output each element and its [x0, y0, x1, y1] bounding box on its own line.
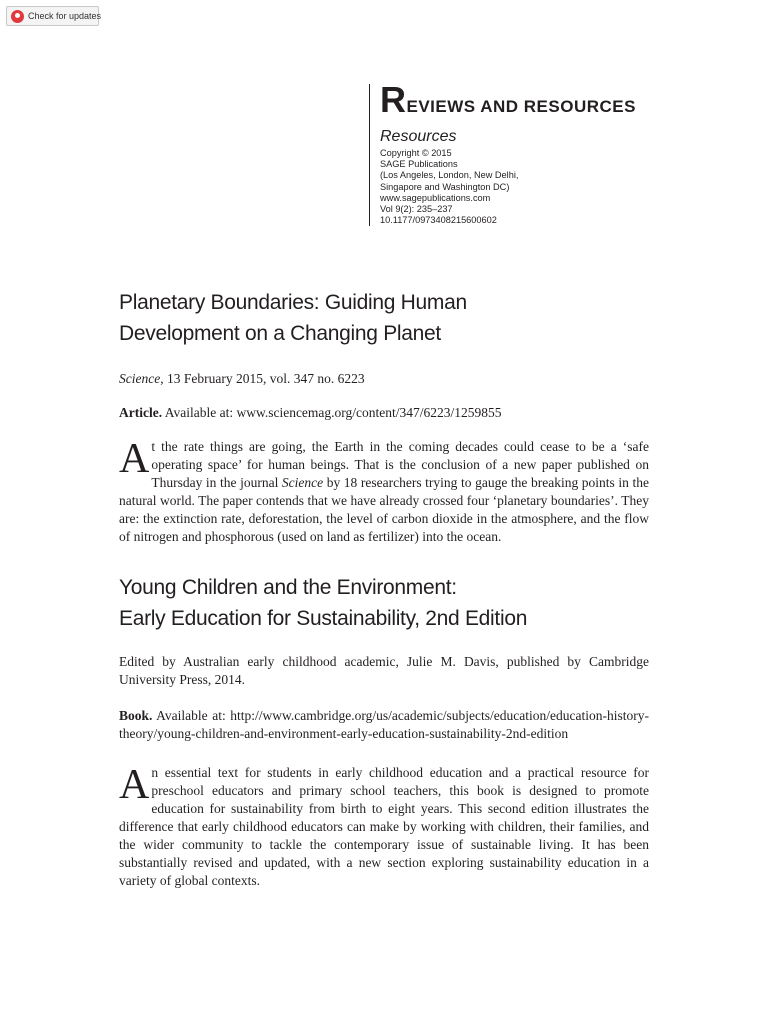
entry-1-source-details: , 13 February 2015, vol. 347 no. 6223 — [160, 371, 365, 386]
entry-1-source-journal: Science — [119, 371, 161, 386]
entry-2-edited-by: Edited by Australian early childhood academic, Julie M. Davis, published by Cambridge University Press, 2014. — [119, 654, 649, 687]
entry-1-title-line-1: Planetary Boundaries: Guiding Human — [119, 291, 467, 314]
entry-2-link[interactable]: Available at: http://www.cambridge.org/us/academic/subjects/education/education-history-theory/young-children-and-environment-early-education-sustainability-2nd-edition — [119, 708, 649, 741]
volume-pages: Vol 9(2): 235–237 — [380, 204, 453, 215]
journal-header — [380, 80, 760, 226]
main-content — [119, 287, 649, 890]
check-for-updates-label: Check for updates — [28, 11, 102, 21]
entry-1-body-part-1: t the rate things are going, the Earth in the coming decades could cease to be a ‘safe operating space’ for human beings. That is the conclusion of a new paper published on Thursday in the journal — [151, 439, 649, 490]
publisher-cities-line-1: (Los Angeles, London, New Delhi, — [380, 170, 519, 181]
doi: 10.1177/0973408215600602 — [380, 215, 497, 226]
entry-2-body-text: n essential text for students in early childhood education and a practical resource for preschool educators and primary school teachers, this book is designed to promote education for sustainability from birth to eight years. This second edition illustrates the difference that early childhood educators can make by working with children, their families, and the wider community to tackle the contemporary issue of sustainable living. It has been substantially revised and updated, with a new section exploring sustainability education in a variety of global contexts. — [119, 765, 649, 888]
entry-1-source — [119, 370, 649, 388]
entry-2-title-line-1: Young Children and the Environment: — [119, 576, 457, 599]
entry-2-body — [119, 764, 649, 890]
entry-1-title — [119, 287, 649, 349]
publisher-url: www.sagepublications.com — [380, 192, 491, 203]
entry-1-body-part-2: by 18 researchers trying to gauge the breaking points in the natural world. The paper contends that we have already crossed four ‘planetary boundaries’. They are: the extinction rate, deforestation, the level of carbon dioxide in the atmosphere, and the flow of nitrogen and phosphorous (used on land as fertilizer) into the ocean. — [119, 475, 649, 544]
entry-1-body — [119, 438, 649, 546]
journal-title-rest: EVIEWS AND RESOURCES — [406, 97, 636, 116]
publisher-cities-line-2: Singapore and Washington DC) — [380, 181, 510, 192]
entry-1-dropcap: A — [119, 436, 150, 482]
header-divider — [369, 84, 370, 226]
entry-2-type-label: Book. — [119, 708, 153, 723]
section-name: Resources — [380, 128, 457, 145]
journal-title-initial: R — [380, 79, 407, 120]
entry-1-link[interactable]: Available at: www.sciencemag.org/content/347/6223/1259855 — [162, 405, 502, 420]
imprint-block — [380, 148, 760, 226]
entry-1-title-line-2: Development on a Changing Planet — [119, 322, 441, 345]
journal-title — [380, 80, 760, 128]
entry-1-availability — [119, 404, 649, 422]
entry-2-dropcap: A — [119, 762, 150, 808]
entry-1-type-label: Article. — [119, 405, 163, 420]
copyright-line: Copyright © 2015 — [380, 148, 452, 158]
entry-1-body-journal: Science — [281, 475, 324, 490]
crossmark-icon — [11, 10, 24, 23]
entry-2-availability — [119, 707, 649, 743]
publisher-line: SAGE Publications — [380, 159, 458, 170]
check-for-updates-button[interactable] — [6, 6, 102, 26]
entry-2-title — [119, 572, 649, 634]
entry-2-title-line-2: Early Education for Sustainability, 2nd Edition — [119, 607, 528, 630]
